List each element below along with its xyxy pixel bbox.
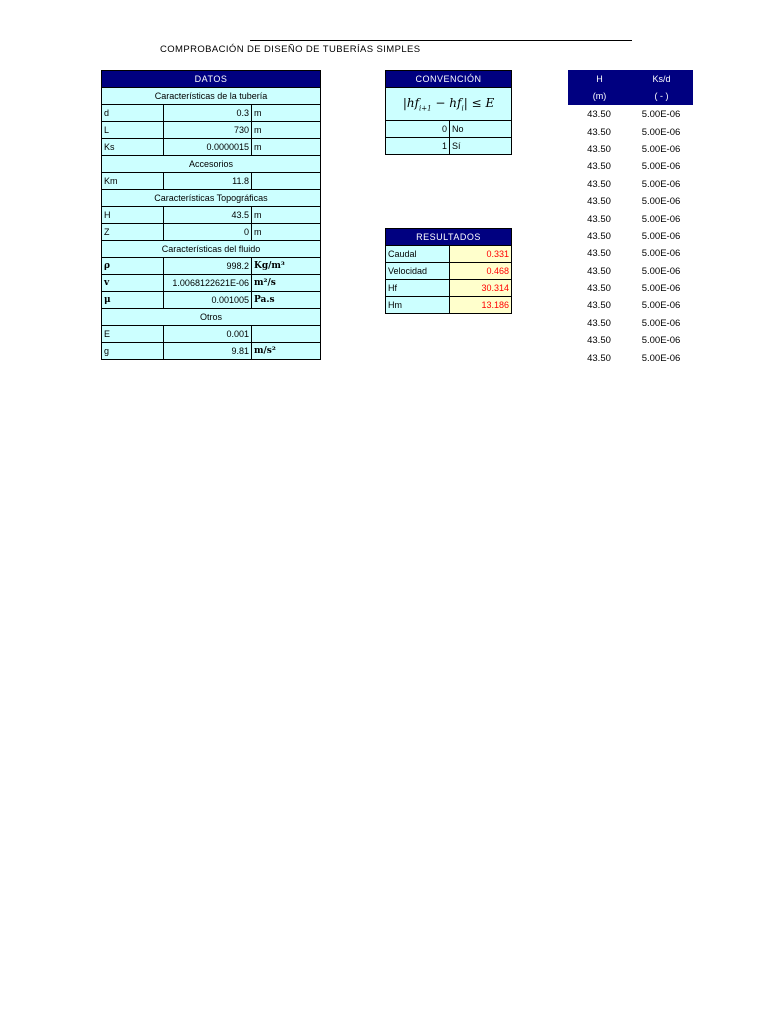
convencion-label: Sí [450, 138, 512, 155]
side-table-row [568, 280, 692, 297]
result-value: 13.186 [450, 297, 512, 314]
datos-row [102, 326, 321, 343]
h-value: 43.50 [587, 213, 611, 225]
parameter-unit [252, 326, 321, 343]
ks-d-value: 5.00E-06 [641, 196, 681, 208]
result-value: 30.314 [450, 280, 512, 297]
datos-row [102, 173, 321, 190]
parameter-value[interactable]: 9.81 [164, 343, 252, 360]
parameter-symbol: L [102, 122, 164, 139]
parameter-unit [252, 173, 321, 190]
parameter-value[interactable]: 0.001005 [164, 292, 252, 309]
section-title: Características del fluido [102, 241, 321, 258]
result-label: Hm [386, 297, 450, 314]
side-table-row [568, 263, 692, 280]
resultados-row [386, 280, 512, 297]
ks-d-value: 5.00E-06 [641, 230, 681, 242]
h-value: 43.50 [587, 178, 611, 190]
parameter-symbol: ρ [102, 258, 164, 275]
parameter-symbol: Z [102, 224, 164, 241]
parameter-symbol: v [102, 275, 164, 292]
document-title: COMPROBACIÓN DE DISEÑO DE TUBERÍAS SIMPLES [160, 44, 421, 55]
convencion-header: CONVENCIÓN [386, 71, 512, 88]
parameter-value[interactable]: 0 [164, 224, 252, 241]
datos-row [102, 122, 321, 139]
h-value: 43.50 [587, 352, 611, 364]
parameter-symbol: g [102, 343, 164, 360]
convencion-row [386, 121, 512, 138]
parameter-unit: m [252, 139, 321, 156]
parameter-unit: Kg/m³ [252, 258, 321, 275]
ks-d-value: 5.00E-06 [641, 300, 681, 312]
resultados-row [386, 263, 512, 280]
convergence-formula: $|hf_{i+1} - hf_i| \le E$ [386, 88, 512, 121]
result-value: 0.468 [450, 263, 512, 280]
side-table-row [568, 297, 692, 314]
parameter-unit: m [252, 224, 321, 241]
parameter-unit: Pa.s [252, 292, 321, 309]
resultados-row [386, 246, 512, 263]
parameter-value[interactable]: 0.001 [164, 326, 252, 343]
parameter-value[interactable]: 11.8 [164, 173, 252, 190]
ks-d-value: 5.00E-06 [641, 109, 681, 121]
h-value: 43.50 [587, 230, 611, 242]
ks-d-value: 5.00E-06 [641, 283, 681, 295]
parameter-unit: m [252, 122, 321, 139]
result-label: Caudal [386, 246, 450, 263]
ks-d-value: 5.00E-06 [641, 248, 681, 260]
title-underline [250, 40, 632, 41]
parameter-unit: m [252, 105, 321, 122]
datos-header: DATOS [102, 71, 321, 88]
parameter-symbol: E [102, 326, 164, 343]
side-table-row [568, 349, 692, 366]
h-value: 43.50 [587, 265, 611, 277]
side-table-row [568, 210, 692, 227]
side-table-row [568, 228, 692, 245]
side-table-row [568, 245, 692, 262]
parameter-value[interactable]: 998.2 [164, 258, 252, 275]
side-table-row [568, 106, 692, 123]
parameter-symbol: d [102, 105, 164, 122]
parameter-value[interactable]: 730 [164, 122, 252, 139]
column-header-h: H [569, 71, 631, 88]
convencion-row [386, 138, 512, 155]
datos-row [102, 105, 321, 122]
datos-row [102, 292, 321, 309]
parameter-value[interactable]: 43.5 [164, 207, 252, 224]
result-value: 0.331 [450, 246, 512, 263]
section-title: Características Topográficas [102, 190, 321, 207]
column-unit-ks-d: ( - ) [631, 88, 693, 105]
convencion-value: 0 [386, 121, 450, 138]
side-table-row [568, 123, 692, 140]
convencion-table [385, 70, 512, 155]
ks-d-value: 5.00E-06 [641, 143, 681, 155]
parameter-value[interactable]: 0.0000015 [164, 139, 252, 156]
side-table-body [568, 106, 692, 367]
side-table-row [568, 315, 692, 332]
h-value: 43.50 [587, 248, 611, 260]
datos-row [102, 224, 321, 241]
side-table-row [568, 158, 692, 175]
convencion-label: No [450, 121, 512, 138]
parameter-value[interactable]: 0.3 [164, 105, 252, 122]
side-table-row [568, 141, 692, 158]
parameter-symbol: μ [102, 292, 164, 309]
h-value: 43.50 [587, 300, 611, 312]
datos-row [102, 139, 321, 156]
h-value: 43.50 [587, 161, 611, 173]
section-title: Accesorios [102, 156, 321, 173]
datos-row [102, 275, 321, 292]
datos-row [102, 258, 321, 275]
h-value: 43.50 [587, 196, 611, 208]
ks-d-value: 5.00E-06 [641, 317, 681, 329]
side-table-header [568, 70, 693, 105]
h-value: 43.50 [587, 335, 611, 347]
parameter-unit: m [252, 207, 321, 224]
result-label: Hf [386, 280, 450, 297]
parameter-symbol: Ks [102, 139, 164, 156]
section-title: Otros [102, 309, 321, 326]
ks-d-value: 5.00E-06 [641, 161, 681, 173]
parameter-unit: m²/s [252, 275, 321, 292]
ks-d-value: 5.00E-06 [641, 265, 681, 277]
parameter-symbol: Km [102, 173, 164, 190]
side-table-row [568, 332, 692, 349]
datos-table [101, 70, 321, 360]
ks-d-value: 5.00E-06 [641, 352, 681, 364]
resultados-row [386, 297, 512, 314]
ks-d-value: 5.00E-06 [641, 178, 681, 190]
ks-d-value: 5.00E-06 [641, 335, 681, 347]
convencion-value: 1 [386, 138, 450, 155]
ks-d-value: 5.00E-06 [641, 213, 681, 225]
h-value: 43.50 [587, 109, 611, 121]
parameter-symbol: H [102, 207, 164, 224]
result-label: Velocidad [386, 263, 450, 280]
h-value: 43.50 [587, 283, 611, 295]
h-value: 43.50 [587, 143, 611, 155]
parameter-value[interactable]: 1.0068122621E-06 [164, 275, 252, 292]
side-table-row [568, 176, 692, 193]
resultados-header: RESULTADOS [386, 229, 512, 246]
column-unit-h: (m) [569, 88, 631, 105]
ks-d-value: 5.00E-06 [641, 126, 681, 138]
parameter-unit: m/s² [252, 343, 321, 360]
datos-row [102, 207, 321, 224]
column-header-ks-d: Ks/d [631, 71, 693, 88]
h-value: 43.50 [587, 126, 611, 138]
side-table-row [568, 193, 692, 210]
resultados-table [385, 228, 512, 314]
datos-row [102, 343, 321, 360]
section-title: Características de la tubería [102, 88, 321, 105]
h-value: 43.50 [587, 317, 611, 329]
